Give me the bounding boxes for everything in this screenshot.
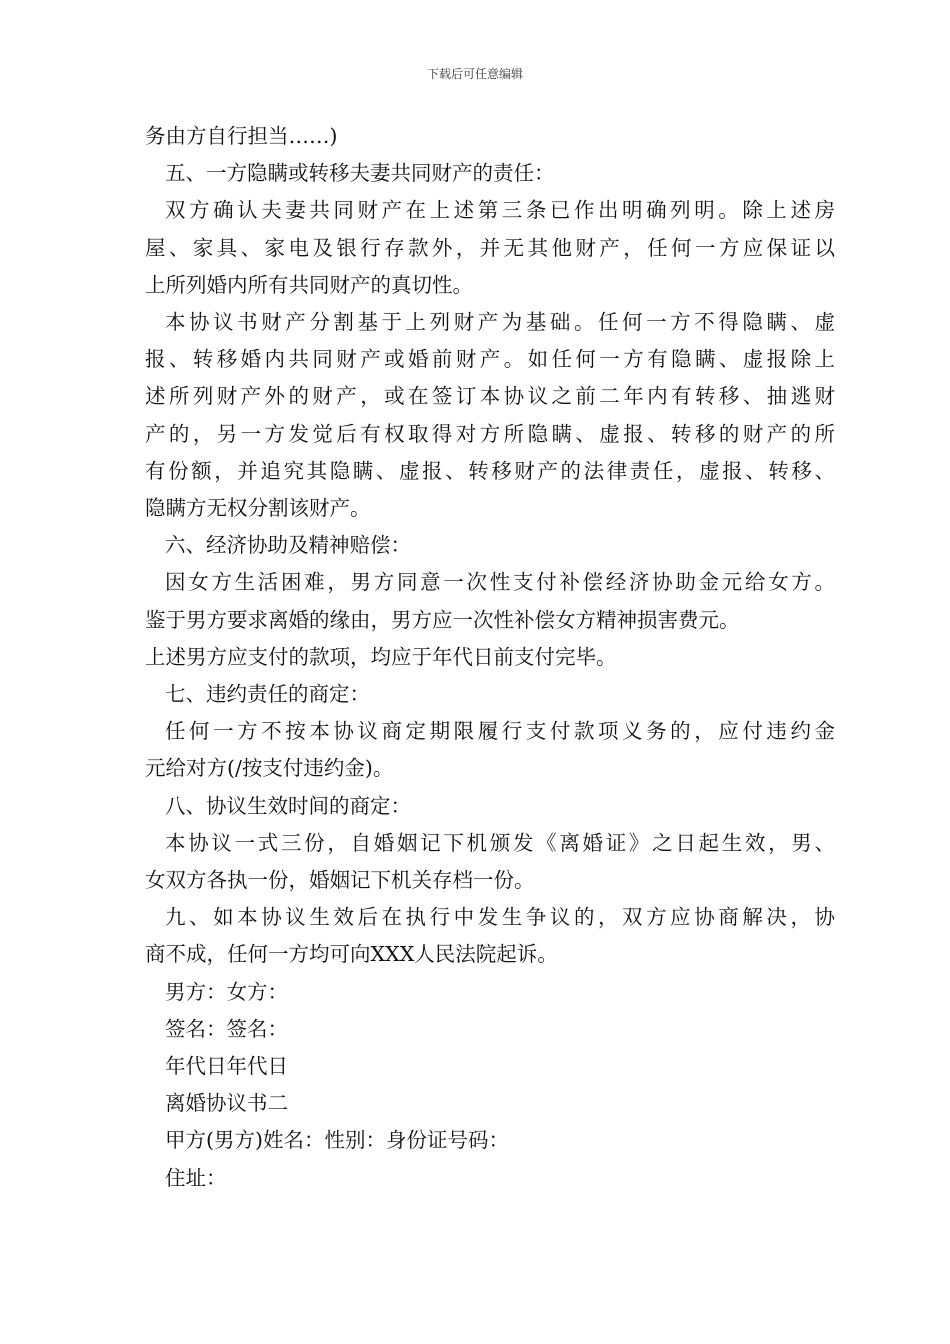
text-line: 产的，另一方发觉后有权取得对方所隐瞒、虚报、转移的财产的所: [145, 421, 835, 446]
text-line: 本协议一式三份，自婚姻记下机颁发《离婚证》之日起生效，男、: [165, 830, 835, 855]
text-line: 上述男方应支付的款项，均应于年代日前支付完毕。: [145, 644, 617, 669]
signature-line: 签名：签名：: [165, 1016, 288, 1041]
text-line: 上所列婚内所有共同财产的真切性。: [145, 272, 473, 297]
section-heading: 六、经济协助及精神赔偿：: [165, 533, 411, 558]
text-line: 屋、家具、家电及银行存款外，并无其他财产，任何一方应保证以: [145, 235, 835, 260]
section-heading: 五、一方隐瞒或转移夫妻共同财产的责任：: [165, 161, 555, 186]
text-line: 述所列财产外的财产，或在签订本协议之前二年内有转移、抽逃财: [145, 384, 835, 409]
text-line: 元给对方(/按支付违约金)。: [145, 756, 394, 781]
text-line: 因女方生活困难，男方同意一次性支付补偿经济协助金元给女方。: [165, 570, 835, 595]
section-heading: 九、如本协议生效后在执行中发生争议的，双方应协商解决，协: [165, 905, 835, 930]
date-line: 年代日年代日: [165, 1054, 288, 1079]
text-line: 双方确认夫妻共同财产在上述第三条已作出明确列明。除上述房: [165, 198, 835, 223]
signature-party-line: 男方：女方：: [165, 979, 288, 1004]
text-line: 报、转移婚内共同财产或婚前财产。如任何一方有隐瞒、虚报除上: [145, 347, 835, 372]
section-heading: 七、违约责任的商定：: [165, 682, 370, 707]
text-line: 鉴于男方要求离婚的缘由，男方应一次性补偿女方精神损害费元。: [145, 607, 740, 632]
document-title: 离婚协议书二: [165, 1091, 288, 1116]
text-line: 务由方自行担当……): [145, 124, 338, 148]
text-line: 商不成，任何一方均可向XXX人民法院起诉。: [145, 942, 558, 967]
section-heading: 八、协议生效时间的商定：: [165, 793, 411, 818]
document-body: [145, 118, 835, 1197]
address-line: 住址：: [165, 1165, 227, 1190]
text-line: 隐瞒方无权分割该财产。: [145, 496, 371, 521]
party-info-line: 甲方(男方)姓名：性别：身份证号码：: [165, 1128, 509, 1153]
page-header: 下载后可任意编辑: [426, 67, 523, 81]
text-line: 女双方各执一份，婚姻记下机关存档一份。: [145, 868, 535, 893]
text-line: 本协议书财产分割基于上列财产为基础。任何一方不得隐瞒、虚: [165, 310, 835, 335]
text-line: 任何一方不按本协议商定期限履行支付款项义务的，应付违约金: [165, 719, 835, 744]
text-line: 有份额，并追究其隐瞒、虚报、转移财产的法律责任，虚报、转移、: [145, 458, 835, 483]
